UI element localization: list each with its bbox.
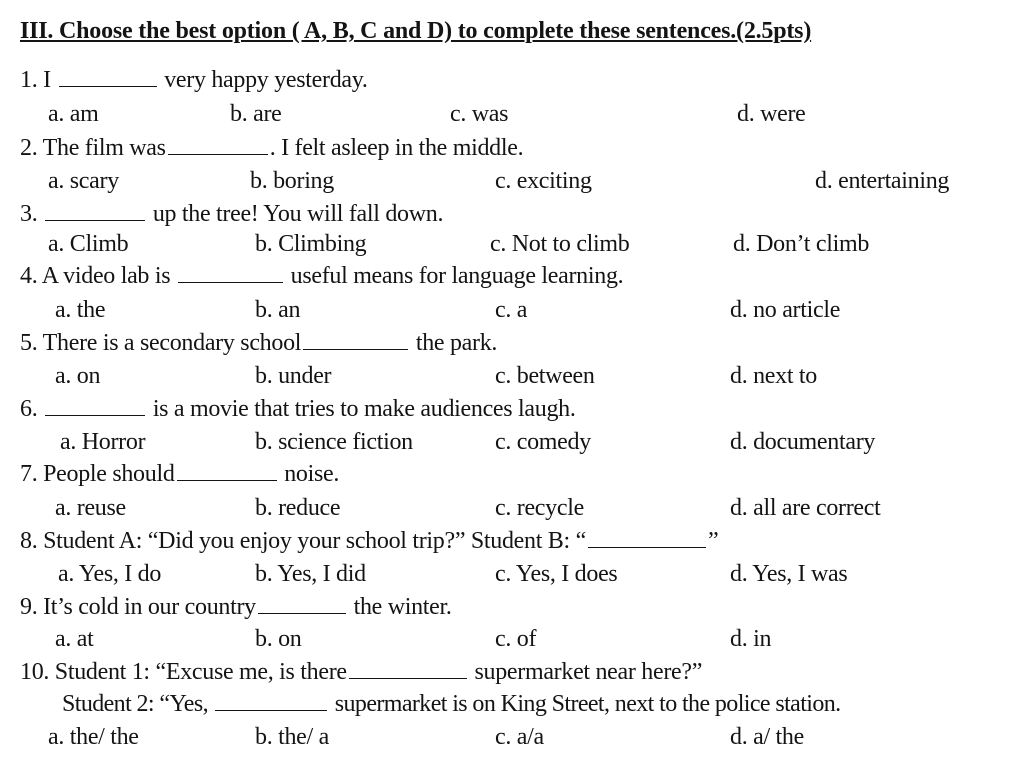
question-text: noise. — [284, 461, 340, 487]
option-d[interactable]: d. were — [737, 101, 806, 127]
question-8 — [20, 527, 718, 555]
answer-blank[interactable] — [258, 595, 346, 614]
option-c[interactable]: c. comedy — [495, 429, 591, 455]
question-text: 5. There is a secondary school — [20, 330, 302, 356]
question-text: supermarket near here?” — [474, 659, 703, 685]
question-10 — [20, 658, 702, 686]
option-a[interactable]: a. am — [48, 101, 99, 127]
option-a[interactable]: a. on — [55, 363, 101, 389]
answer-blank[interactable] — [178, 264, 283, 283]
question-9 — [20, 593, 452, 621]
question-text: 10. Student 1: “Excuse me, is there — [20, 659, 347, 685]
question-3 — [20, 200, 443, 228]
option-d[interactable]: d. no article — [730, 297, 841, 323]
question-text: 1. I — [20, 67, 51, 93]
option-b[interactable]: b. an — [255, 297, 301, 323]
question-text: . I felt asleep in the middle. — [269, 135, 524, 161]
question-text: ” — [707, 528, 719, 554]
question-text: the park. — [415, 330, 498, 356]
option-a[interactable]: a. reuse — [55, 495, 126, 521]
option-c[interactable]: c. Not to climb — [490, 231, 630, 257]
option-a[interactable]: a. the/ the — [48, 724, 139, 750]
option-c[interactable]: c. a — [495, 297, 528, 323]
question-text: 3. — [20, 201, 38, 227]
question-5 — [20, 329, 497, 357]
option-b[interactable]: b. the/ a — [255, 724, 329, 750]
option-d[interactable]: d. a/ the — [730, 724, 804, 750]
option-c[interactable]: c. a/a — [495, 724, 544, 750]
option-b[interactable]: b. Yes, I did — [255, 561, 366, 587]
option-b[interactable]: b. reduce — [255, 495, 341, 521]
question-text: is a movie that tries to make audiences laugh. — [152, 396, 576, 422]
section-title: III. Choose the best option ( A, B, C and D) to complete these sentences.(2.5pts) — [20, 18, 812, 44]
question-4 — [20, 262, 623, 290]
question-text: the winter. — [353, 594, 452, 620]
option-b[interactable]: b. are — [230, 101, 282, 127]
option-c[interactable]: c. recycle — [495, 495, 584, 521]
answer-blank[interactable] — [177, 462, 277, 481]
question-text: up the tree! You will fall down. — [152, 201, 444, 227]
option-a[interactable]: a. the — [55, 297, 106, 323]
question-text: useful means for language learning. — [290, 263, 624, 289]
answer-blank[interactable] — [303, 331, 408, 350]
question-text: very happy yesterday. — [164, 67, 368, 93]
answer-blank[interactable] — [349, 660, 467, 679]
question-6 — [20, 395, 576, 423]
option-c[interactable]: c. Yes, I does — [495, 561, 618, 587]
option-c[interactable]: c. exciting — [495, 168, 592, 194]
option-b[interactable]: b. boring — [250, 168, 334, 194]
option-b[interactable]: b. on — [255, 626, 302, 652]
option-b[interactable]: b. Climbing — [255, 231, 367, 257]
answer-blank[interactable] — [59, 68, 157, 87]
option-b[interactable]: b. science fiction — [255, 429, 413, 455]
question-2 — [20, 134, 523, 162]
question-text: 9. It’s cold in our country — [20, 594, 256, 620]
option-c[interactable]: c. between — [495, 363, 595, 389]
option-a[interactable]: a. scary — [48, 168, 119, 194]
option-a[interactable]: a. Horror — [60, 429, 146, 455]
option-a[interactable]: a. Climb — [48, 231, 129, 257]
answer-blank[interactable] — [45, 202, 145, 221]
option-b[interactable]: b. under — [255, 363, 332, 389]
question-1 — [20, 66, 368, 94]
question-7 — [20, 460, 339, 488]
question-text: 7. People should — [20, 461, 175, 487]
question-text: 6. — [20, 396, 38, 422]
question-text: Student 2: “Yes, — [62, 691, 208, 717]
question-text: 4. A video lab is — [20, 263, 171, 289]
question-text: 2. The film was — [20, 135, 166, 161]
option-c[interactable]: c. was — [450, 101, 509, 127]
answer-blank[interactable] — [215, 692, 327, 711]
question-10-line-2 — [62, 690, 841, 718]
answer-blank[interactable] — [168, 136, 268, 155]
option-a[interactable]: a. at — [55, 626, 94, 652]
option-d[interactable]: d. all are correct — [730, 495, 881, 521]
question-text: 8. Student A: “Did you enjoy your school trip?” Student B: “ — [20, 528, 586, 554]
option-a[interactable]: a. Yes, I do — [58, 561, 162, 587]
answer-blank[interactable] — [588, 529, 706, 548]
option-d[interactable]: d. Yes, I was — [730, 561, 848, 587]
question-text: supermarket is on King Street, next to the police station. — [334, 691, 841, 717]
option-c[interactable]: c. of — [495, 626, 537, 652]
option-d[interactable]: d. documentary — [730, 429, 876, 455]
answer-blank[interactable] — [45, 397, 145, 416]
option-d[interactable]: d. in — [730, 626, 772, 652]
option-d[interactable]: d. entertaining — [815, 168, 950, 194]
option-d[interactable]: d. next to — [730, 363, 817, 389]
option-d[interactable]: d. Don’t climb — [733, 231, 870, 257]
